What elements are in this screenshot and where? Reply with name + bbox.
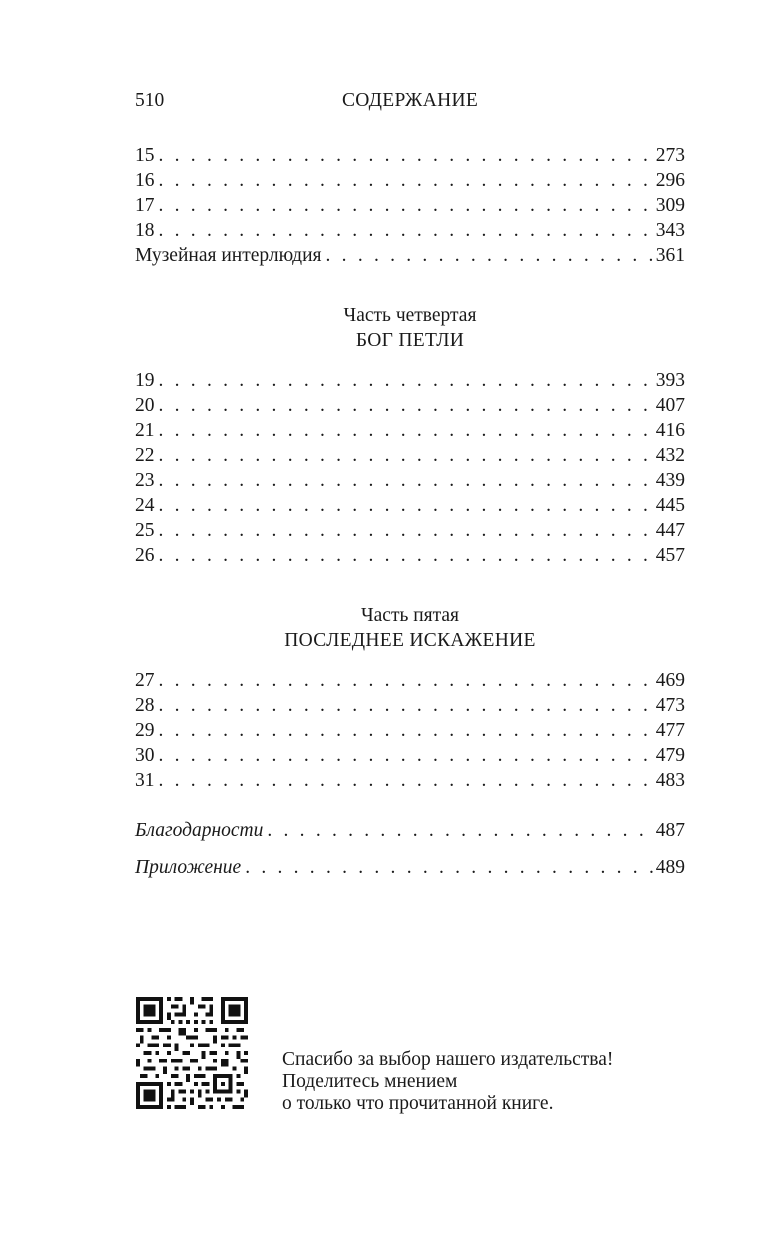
toc-entry-appendix[interactable] [135,855,685,880]
dot-leader [159,543,654,568]
toc-entry-page: 457 [655,545,685,566]
dot-leader [159,468,654,493]
toc-entry-label: 31 [135,770,155,791]
toc-entry-page: 489 [655,857,685,878]
part-four-heading [135,303,685,353]
toc-entry-page: 483 [655,770,685,791]
toc-entry-label: 25 [135,520,155,541]
toc-entry-page: 473 [655,695,685,716]
toc-entry-label: 27 [135,670,155,691]
toc-entry[interactable] [135,368,685,393]
toc-entry-label: 15 [135,145,155,166]
dot-leader [245,855,654,880]
toc-entry[interactable] [135,768,685,793]
dot-leader [159,418,654,443]
toc-entry-label: 16 [135,170,155,191]
toc-entry[interactable] [135,418,685,443]
toc-entry-label: 20 [135,395,155,416]
toc-entry-page: 487 [655,820,685,841]
toc-entry-label: 23 [135,470,155,491]
toc-back-matter [135,818,685,843]
dot-leader [159,168,654,193]
toc-entry[interactable] [135,243,685,268]
toc-entry-page: 439 [655,470,685,491]
page-title: СОДЕРЖАНИЕ [341,90,479,111]
toc-entry-page: 477 [655,720,685,741]
toc-entry-label: 17 [135,195,155,216]
toc-entry[interactable] [135,168,685,193]
toc-entry-label: 21 [135,420,155,441]
publisher-thanks [282,1049,613,1115]
dot-leader [159,668,654,693]
toc-entry-label: 22 [135,445,155,466]
toc-entry[interactable] [135,218,685,243]
dot-leader [159,143,654,168]
toc-part-five [135,668,685,793]
part-label: Часть четвертая [343,305,477,326]
qr-code-icon[interactable] [136,997,248,1109]
toc-entry[interactable] [135,718,685,743]
thanks-line-1: Спасибо за выбор нашего издательства! [282,1049,614,1070]
toc-entry-page: 361 [655,245,685,266]
toc-entry-label: 29 [135,720,155,741]
toc-entry[interactable] [135,668,685,693]
toc-entry[interactable] [135,693,685,718]
toc-entry[interactable] [135,468,685,493]
toc-entry-page: 393 [655,370,685,391]
dot-leader [159,393,654,418]
part-label: Часть пятая [360,605,460,626]
toc-entry-label: 18 [135,220,155,241]
page-number: 510 [135,90,165,111]
toc-entry[interactable] [135,443,685,468]
toc-entry-label: 19 [135,370,155,391]
toc-entry-label: 28 [135,695,155,716]
dot-leader [159,743,654,768]
toc-entry-page: 445 [655,495,685,516]
part-title: БОГ ПЕТЛИ [355,330,465,351]
toc-part-four [135,368,685,568]
thanks-line-3: о только что прочитанной книге. [282,1093,554,1114]
toc-entry[interactable] [135,543,685,568]
thanks-line-2: Поделитесь мнением [282,1071,458,1092]
toc-entry-label: Благодарности [135,820,264,841]
toc-entry[interactable] [135,393,685,418]
toc-top [135,143,685,268]
toc-entry-label: 26 [135,545,155,566]
running-head [135,90,685,116]
toc-entry-acknowledgements[interactable] [135,818,685,843]
toc-entry-label: 30 [135,745,155,766]
part-title: ПОСЛЕДНЕЕ ИСКАЖЕНИЕ [284,630,536,651]
dot-leader [159,693,654,718]
toc-entry[interactable] [135,743,685,768]
dot-leader [159,443,654,468]
dot-leader [159,518,654,543]
toc-entry-page: 273 [655,145,685,166]
toc-entry[interactable] [135,143,685,168]
dot-leader [159,368,654,393]
dot-leader [159,493,654,518]
toc-entry-label: 24 [135,495,155,516]
toc-back-matter-appendix [135,855,685,880]
toc-entry-page: 479 [655,745,685,766]
toc-entry[interactable] [135,493,685,518]
toc-entry-page: 343 [655,220,685,241]
toc-entry-page: 447 [655,520,685,541]
part-five-heading [135,603,685,653]
dot-leader [159,768,654,793]
toc-entry-page: 407 [655,395,685,416]
toc-entry[interactable] [135,518,685,543]
toc-entry-page: 416 [655,420,685,441]
dot-leader [326,243,654,268]
toc-entry[interactable] [135,193,685,218]
dot-leader [267,818,653,843]
dot-leader [159,218,654,243]
toc-entry-page: 309 [655,195,685,216]
toc-entry-page: 296 [655,170,685,191]
dot-leader [159,193,654,218]
toc-entry-page: 469 [655,670,685,691]
toc-entry-page: 432 [655,445,685,466]
toc-entry-label: Музейная интерлюдия [135,245,322,266]
toc-entry-label: Приложение [135,857,242,878]
dot-leader [159,718,654,743]
